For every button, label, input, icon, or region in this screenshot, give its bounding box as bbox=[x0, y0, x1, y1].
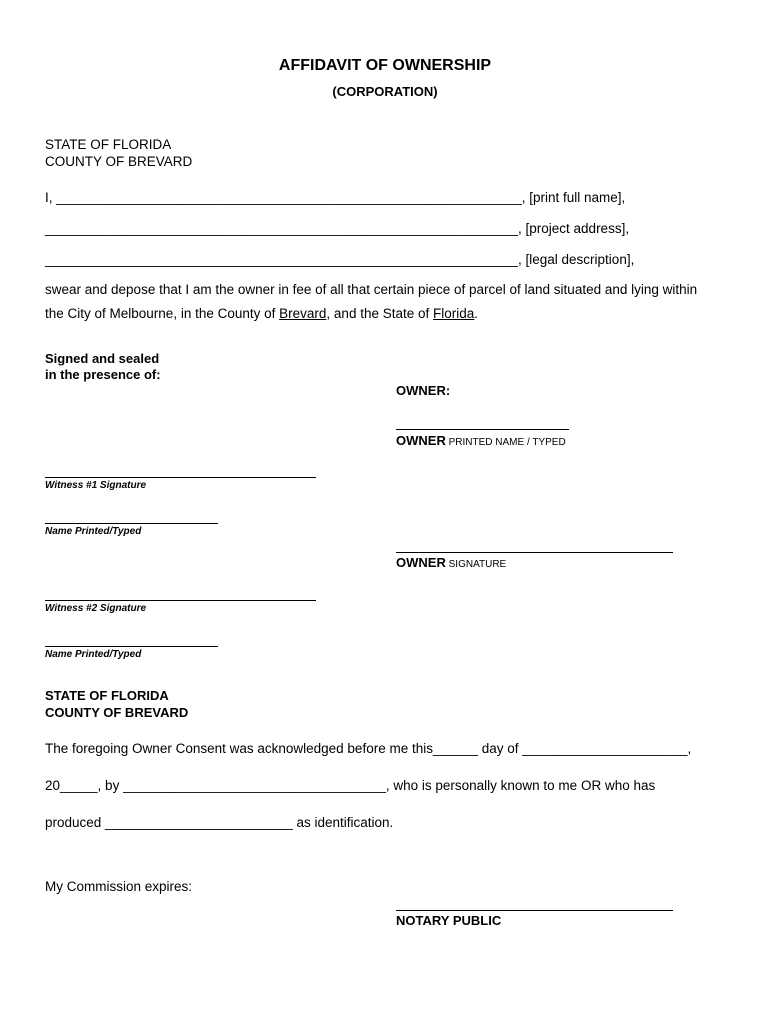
witness2-signature-field[interactable] bbox=[45, 600, 316, 601]
notary-public-label: NOTARY PUBLIC bbox=[396, 913, 502, 928]
owner-printed-name-label bbox=[396, 433, 566, 448]
owner-printed-small: PRINTED NAME / TYPED bbox=[445, 437, 566, 448]
witness2-name-field[interactable] bbox=[45, 646, 218, 647]
owner-printed-name-field[interactable] bbox=[396, 429, 569, 430]
legal-blank: _______________________________________________________________ bbox=[45, 252, 519, 267]
acknowledgment-line-1[interactable]: The foregoing Owner Consent was acknowledged before me this______ day of ______________________, bbox=[45, 741, 692, 756]
name-suffix: , [print full name], bbox=[521, 190, 626, 205]
presence-label: in the presence of: bbox=[45, 367, 161, 382]
owner-heading: OWNER: bbox=[396, 383, 451, 398]
county-link: Brevard bbox=[279, 306, 327, 321]
witness1-name-label: Name Printed/Typed bbox=[45, 526, 142, 537]
oath-line-1: swear and depose that I am the owner in fee of all that certain piece of parcel of land situated and lying within bbox=[45, 282, 698, 297]
project-address-line[interactable] bbox=[45, 220, 629, 238]
legal-suffix: , [legal description], bbox=[518, 252, 635, 267]
witness1-signature-field[interactable] bbox=[45, 477, 316, 478]
commission-expires: My Commission expires: bbox=[45, 879, 193, 894]
state-link: Florida bbox=[433, 306, 475, 321]
oath-text-c: . bbox=[474, 306, 479, 321]
owner-signature-small: SIGNATURE bbox=[445, 559, 507, 570]
venue-county: COUNTY OF BREVARD bbox=[45, 154, 193, 169]
owner-signature-field[interactable] bbox=[396, 552, 673, 553]
venue-state: STATE OF FLORIDA bbox=[45, 137, 172, 152]
oath-text-a: the City of Melbourne, in the County of bbox=[45, 306, 280, 321]
oath-text-b: , and the State of bbox=[326, 306, 433, 321]
legal-description-line[interactable] bbox=[45, 251, 634, 269]
witness2-name-label: Name Printed/Typed bbox=[45, 649, 142, 660]
witness1-signature-label: Witness #1 Signature bbox=[45, 480, 147, 491]
witness1-name-field[interactable] bbox=[45, 523, 218, 524]
document-title: AFFIDAVIT OF OWNERSHIP bbox=[278, 57, 492, 74]
print-name-line[interactable] bbox=[45, 189, 625, 207]
name-blank: ______________________________________________________________ bbox=[56, 190, 522, 205]
document-subtitle: (CORPORATION) bbox=[332, 84, 438, 99]
acknowledgment-line-3[interactable]: produced _________________________ as identification. bbox=[45, 815, 394, 830]
owner-printed-bold: OWNER bbox=[396, 433, 446, 448]
oath-line-2 bbox=[45, 305, 478, 323]
notary-state: STATE OF FLORIDA bbox=[45, 688, 169, 703]
owner-signature-label bbox=[396, 555, 506, 570]
address-blank: _______________________________________________________________ bbox=[45, 221, 519, 236]
owner-signature-bold: OWNER bbox=[396, 555, 446, 570]
witness2-signature-label: Witness #2 Signature bbox=[45, 603, 147, 614]
address-suffix: , [project address], bbox=[518, 221, 630, 236]
notary-signature-field[interactable] bbox=[396, 910, 673, 911]
notary-county: COUNTY OF BREVARD bbox=[45, 705, 189, 720]
acknowledgment-line-2[interactable]: 20_____, by ___________________________________, who is personally known to me OR who has bbox=[45, 778, 656, 793]
name-prefix: I, bbox=[45, 190, 57, 205]
signed-sealed-label: Signed and sealed bbox=[45, 351, 160, 366]
